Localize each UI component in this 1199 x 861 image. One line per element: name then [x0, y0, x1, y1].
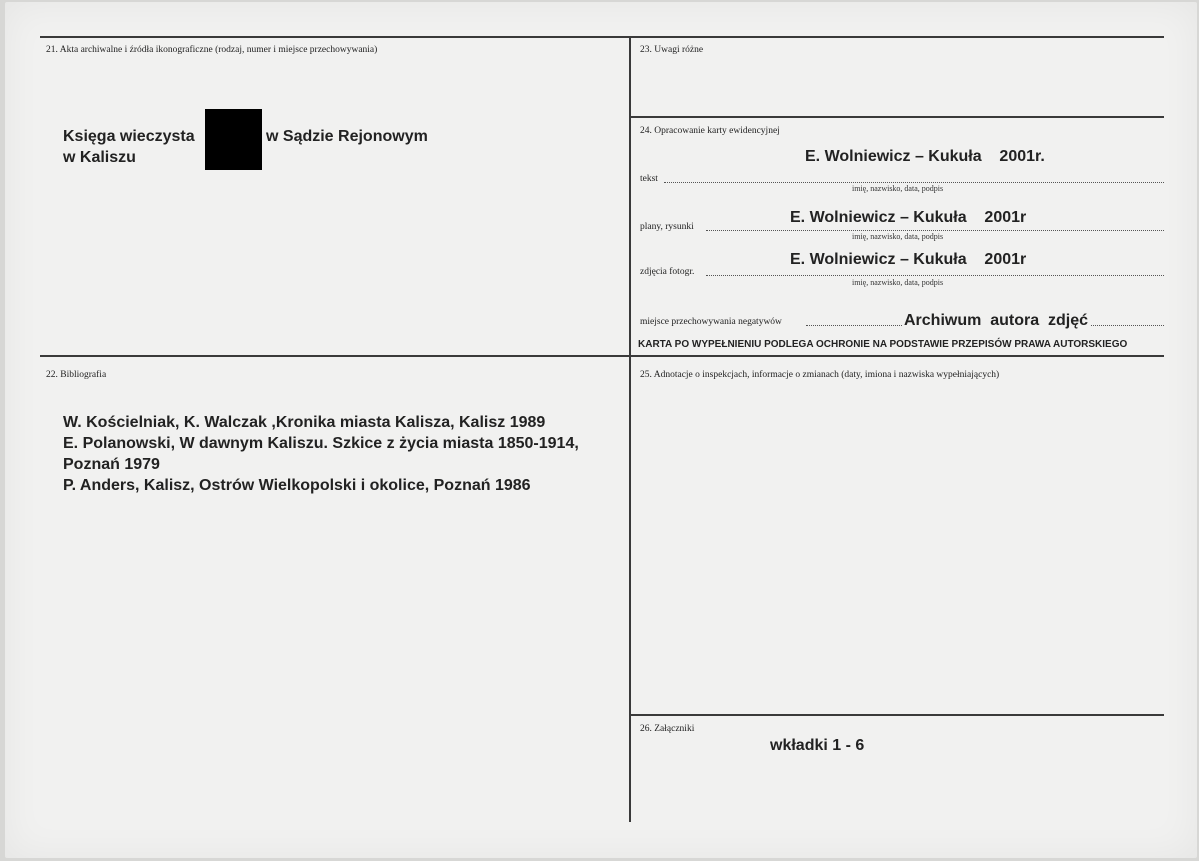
court-text: w Sądzie Rejonowym: [266, 128, 428, 145]
photos-row-dots: [706, 275, 1164, 276]
section-25-label: 25. Adnotacje o inspekcjach, informacje o zmianach (daty, imiona i nazwiska wypełniających): [640, 370, 1000, 380]
photos-row-label: zdjęcia fotogr.: [640, 267, 695, 277]
negatives-value: Archiwum autora zdjęć: [904, 312, 1089, 329]
middle-border: [40, 355, 1164, 357]
land-register-text: Księga wieczysta: [63, 128, 195, 145]
plans-row-caption: imię, nazwisko, data, podpis: [852, 232, 944, 241]
attachments-value: wkładki 1 - 6: [770, 737, 865, 754]
bibliography-entry: W. Kościelniak, K. Walczak ,Kronika miasta Kalisza, Kalisz 1989: [63, 414, 546, 431]
top-border: [40, 36, 1164, 38]
plans-author-value: E. Wolniewicz – Kukuła 2001r: [790, 209, 1027, 226]
bibliography-list: [63, 412, 579, 496]
text-row-label: tekst: [640, 174, 658, 184]
bibliography-entry: P. Anders, Kalisz, Ostrów Wielkopolski i okolice, Poznań 1986: [63, 477, 531, 494]
photos-row-caption: imię, nazwisko, data, podpis: [852, 278, 944, 287]
section-26-label: 26. Załączniki: [640, 724, 695, 734]
section-23-label: 23. Uwagi różne: [640, 45, 704, 55]
section-21-label: 21. Akta archiwalne i źródła ikonograficzne (rodzaj, numer i miejsce przechowywania): [46, 45, 378, 55]
section-26-top-border: [631, 714, 1164, 716]
photos-author-value: E. Wolniewicz – Kukuła 2001r: [790, 251, 1027, 268]
text-row-dots: [664, 182, 1164, 183]
plans-row-label: plany, rysunki: [640, 222, 694, 232]
section-22-label: 22. Bibliografia: [46, 370, 107, 380]
bibliography-entry: Poznań 1979: [63, 456, 160, 473]
copyright-notice: KARTA PO WYPEŁNIENIU PODLEGA OCHRONIE NA PODSTAWIE PRZEPISÓW PRAWA AUTORSKIEGO: [638, 339, 1128, 350]
center-divider: [629, 36, 631, 822]
redaction-block: [205, 109, 262, 170]
text-author-value: E. Wolniewicz – Kukuła 2001r.: [805, 148, 1045, 165]
bibliography-entry: E. Polanowski, W dawnym Kaliszu. Szkice z życia miasta 1850-1914,: [63, 435, 579, 452]
plans-row-dots: [706, 230, 1164, 231]
text-row-caption: imię, nazwisko, data, podpis: [852, 184, 944, 193]
section-24-label: 24. Opracowanie karty ewidencyjnej: [640, 126, 780, 136]
city-text: w Kaliszu: [63, 149, 136, 166]
section-23-bottom-border: [631, 116, 1164, 118]
negatives-label: miejsce przechowywania negatywów: [640, 317, 782, 327]
